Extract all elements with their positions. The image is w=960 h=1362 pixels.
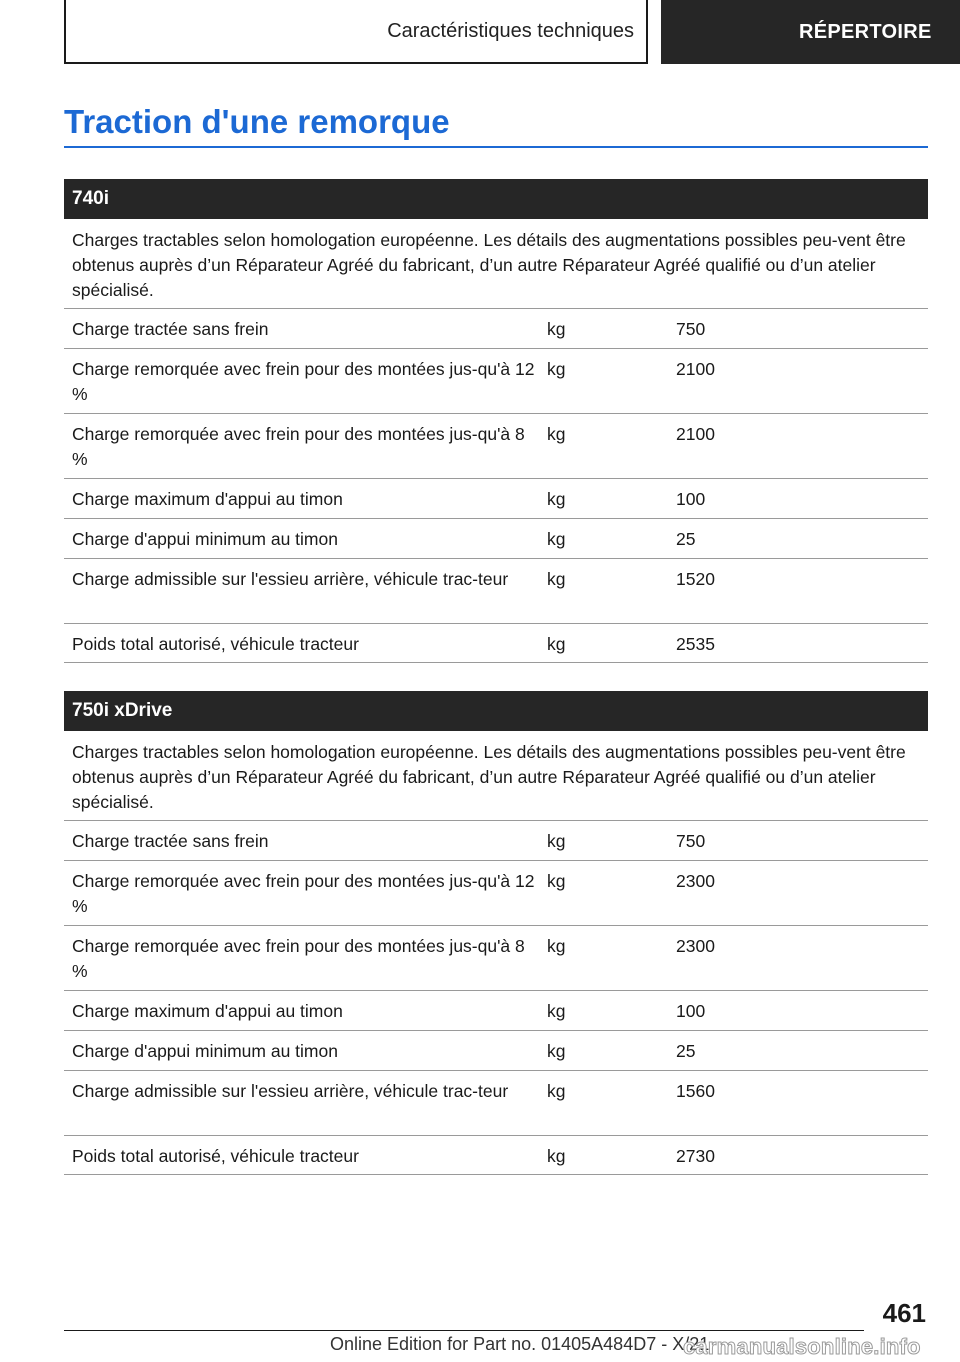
spec-value: 2300 bbox=[676, 871, 715, 891]
spec-table bbox=[64, 308, 928, 663]
spec-unit: kg bbox=[547, 489, 566, 509]
spec-unit: kg bbox=[547, 319, 566, 339]
section-intro: Charges tractables selon homologation européenne. Les détails des augmentations possibles peu-vent être obtenus auprès d’un Réparateur Agréé du fabricant, d’un autre Réparateur Agréé qualifié ou d’un atelier spécialisé. bbox=[72, 230, 906, 300]
spec-unit: kg bbox=[547, 871, 566, 891]
table-row bbox=[64, 478, 928, 518]
spec-value: 2300 bbox=[676, 936, 715, 956]
watermark-logo: carmanualsonline.info bbox=[683, 1334, 921, 1359]
spec-label: Charge admissible sur l'essieu arrière, véhicule trac-teur bbox=[72, 1081, 509, 1101]
spec-section-740i bbox=[64, 179, 928, 663]
spec-unit: kg bbox=[547, 424, 566, 444]
spec-label: Poids total autorisé, véhicule tracteur bbox=[72, 1146, 359, 1166]
spec-unit: kg bbox=[547, 936, 566, 956]
table-row bbox=[64, 860, 928, 925]
spec-table bbox=[64, 820, 928, 1175]
footer-divider bbox=[64, 1330, 864, 1331]
table-row bbox=[64, 348, 928, 413]
title-divider bbox=[64, 146, 928, 148]
table-row bbox=[64, 1070, 928, 1135]
page-number: 461 bbox=[882, 1298, 926, 1328]
spec-unit: kg bbox=[547, 359, 566, 379]
chapter-tab-label: Caractéristiques techniques bbox=[387, 19, 634, 42]
table-row bbox=[64, 308, 928, 348]
spec-value: 2535 bbox=[676, 634, 715, 654]
spec-label: Charge maximum d'appui au timon bbox=[72, 489, 343, 509]
spec-label: Charge tractée sans frein bbox=[72, 831, 269, 851]
table-row bbox=[64, 925, 928, 990]
page-title: Traction d'une remorque bbox=[64, 103, 450, 140]
section-heading: 740i bbox=[64, 179, 928, 219]
spec-label: Charge maximum d'appui au timon bbox=[72, 1001, 343, 1021]
spec-label: Charge admissible sur l'essieu arrière, véhicule trac-teur bbox=[72, 569, 509, 589]
spec-label: Charge remorquée avec frein pour des montées jus-qu'à 12 % bbox=[72, 871, 535, 916]
spec-value: 25 bbox=[676, 1041, 696, 1061]
table-row bbox=[64, 518, 928, 558]
spec-label: Charge d'appui minimum au timon bbox=[72, 529, 338, 549]
spec-label: Charge remorquée avec frein pour des montées jus-qu'à 8 % bbox=[72, 424, 525, 469]
table-row bbox=[64, 1030, 928, 1070]
spec-value: 100 bbox=[676, 1001, 706, 1021]
spec-label: Charge remorquée avec frein pour des montées jus-qu'à 8 % bbox=[72, 936, 525, 981]
spec-unit: kg bbox=[547, 1081, 566, 1101]
table-row bbox=[64, 1135, 928, 1175]
spec-value: 2730 bbox=[676, 1146, 715, 1166]
index-tab[interactable] bbox=[661, 0, 960, 64]
table-row bbox=[64, 623, 928, 663]
table-row bbox=[64, 820, 928, 860]
section-heading: 750i xDrive bbox=[64, 691, 928, 731]
section-intro: Charges tractables selon homologation européenne. Les détails des augmentations possibles peu-vent être obtenus auprès d’un Réparateur Agréé du fabricant, d’un autre Réparateur Agréé qualifié ou d’un atelier spécialisé. bbox=[72, 742, 906, 812]
spec-unit: kg bbox=[547, 634, 566, 654]
spec-label: Charge tractée sans frein bbox=[72, 319, 269, 339]
table-row bbox=[64, 413, 928, 478]
spec-value: 2100 bbox=[676, 359, 715, 379]
spec-value: 1560 bbox=[676, 1081, 715, 1101]
spec-unit: kg bbox=[547, 831, 566, 851]
spec-value: 100 bbox=[676, 489, 706, 509]
spec-value: 1520 bbox=[676, 569, 715, 589]
spec-label: Charge d'appui minimum au timon bbox=[72, 1041, 338, 1061]
spec-value: 750 bbox=[676, 831, 706, 851]
footer-edition-text: Online Edition for Part no. 01405A484D7 - X/21 bbox=[330, 1334, 710, 1354]
spec-unit: kg bbox=[547, 569, 566, 589]
spec-section-750i-xdrive bbox=[64, 691, 928, 1175]
spec-label: Charge remorquée avec frein pour des montées jus-qu'à 12 % bbox=[72, 359, 535, 404]
chapter-tab[interactable] bbox=[64, 0, 648, 64]
spec-label: Poids total autorisé, véhicule tracteur bbox=[72, 634, 359, 654]
spec-unit: kg bbox=[547, 1001, 566, 1021]
table-row bbox=[64, 558, 928, 623]
spec-value: 750 bbox=[676, 319, 706, 339]
table-row bbox=[64, 990, 928, 1030]
spec-unit: kg bbox=[547, 529, 566, 549]
spec-unit: kg bbox=[547, 1041, 566, 1061]
spec-value: 2100 bbox=[676, 424, 715, 444]
spec-unit: kg bbox=[547, 1146, 566, 1166]
index-tab-label: RÉPERTOIRE bbox=[799, 20, 932, 43]
spec-value: 25 bbox=[676, 529, 696, 549]
